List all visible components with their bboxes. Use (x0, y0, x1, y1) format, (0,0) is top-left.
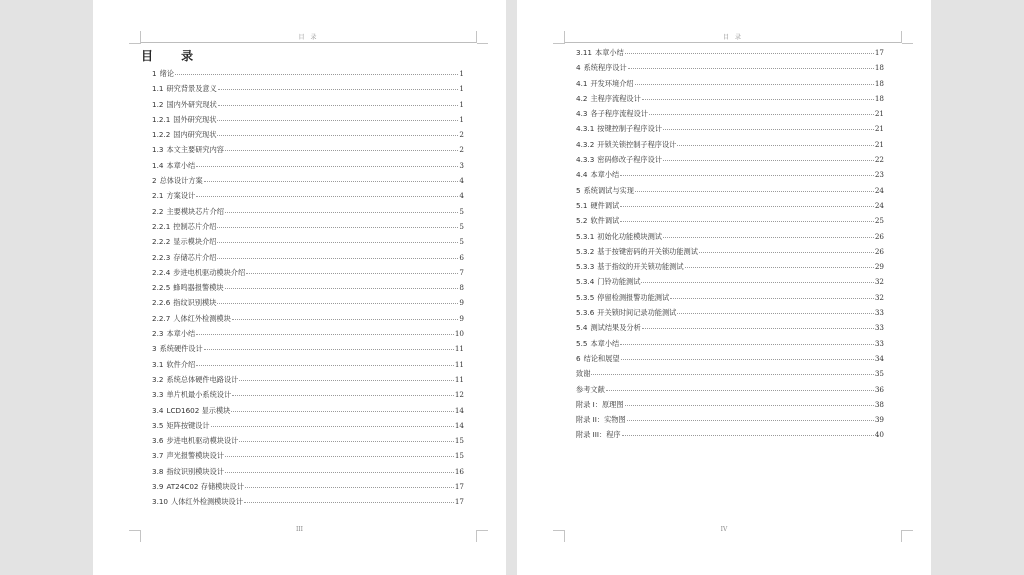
toc-entry-page: 26 (874, 231, 884, 241)
toc-entry-number: 2.2.4 (152, 267, 171, 277)
toc-entry-page: 17 (454, 482, 464, 492)
toc-entry-number: 5.4 (576, 323, 588, 333)
toc-list (152, 69, 464, 513)
dot-leader (677, 313, 873, 314)
toc-entry[interactable] (576, 140, 884, 155)
toc-entry-title: 初始化功能模块测试 (597, 231, 662, 241)
toc-entry-page: 4 (459, 176, 464, 186)
toc-entry-number: 5.5 (576, 338, 588, 348)
toc-entry-title: 矩阵按键设计 (166, 420, 210, 430)
toc-entry-page: 34 (874, 353, 884, 363)
toc-title: 目 录 (141, 49, 206, 63)
toc-entry-page: 2 (459, 145, 464, 155)
toc-entry[interactable] (152, 360, 464, 375)
toc-entry[interactable] (152, 406, 464, 421)
toc-entry-title: 指纹识别模块设计 (166, 466, 224, 476)
toc-entry-title: 存储芯片介绍 (173, 252, 217, 262)
toc-entry-page: 32 (874, 292, 884, 302)
toc-entry-title: 各子程序流程设计 (590, 109, 648, 119)
dot-leader (677, 145, 873, 146)
dot-leader (649, 114, 874, 115)
document-page-3 (93, 0, 506, 575)
toc-entry-number: 4.1 (576, 78, 588, 88)
dot-leader (620, 206, 874, 207)
dot-leader (225, 456, 454, 457)
toc-entry-page: 1 (459, 84, 464, 94)
toc-entry-title: 致谢 (576, 369, 591, 379)
toc-entry[interactable] (576, 430, 884, 445)
header-rule (564, 42, 902, 43)
crop-mark-bottom-left (129, 530, 140, 531)
toc-entry-number: 2.1 (152, 191, 164, 201)
toc-entry-title: 测试结果及分析 (590, 323, 641, 333)
toc-list (576, 48, 884, 446)
toc-entry-number: 2.2.3 (152, 252, 171, 262)
toc-entry[interactable] (576, 354, 884, 369)
crop-mark-bottom-right (477, 530, 488, 531)
toc-entry-number: 1.2.2 (152, 130, 171, 140)
toc-entry-number: 5.3.1 (576, 231, 595, 241)
toc-entry-title: 显示模块介绍 (173, 237, 217, 247)
toc-entry-page: 9 (459, 313, 464, 323)
toc-entry-title: 指纹识别模块 (173, 298, 217, 308)
toc-entry-number: 3.2 (152, 374, 164, 384)
dot-leader (217, 303, 458, 304)
toc-entry-page: 22 (874, 155, 884, 165)
toc-entry[interactable] (152, 115, 464, 130)
toc-entry-title: 门铃功能测试 (597, 277, 641, 287)
toc-entry-number: 3.6 (152, 436, 164, 446)
toc-entry[interactable] (152, 344, 464, 359)
dot-leader (232, 395, 454, 396)
dot-leader (175, 74, 458, 75)
page-number: III (295, 526, 304, 533)
toc-entry[interactable] (576, 79, 884, 94)
toc-entry[interactable] (576, 415, 884, 430)
toc-entry-page: 23 (874, 170, 884, 180)
toc-entry-page: 26 (874, 246, 884, 256)
toc-entry[interactable] (152, 497, 464, 512)
dot-leader (663, 237, 874, 238)
dot-leader (627, 420, 874, 421)
toc-entry-page: 14 (454, 405, 464, 415)
crop-mark-bottom-right (902, 530, 913, 531)
dot-leader (225, 288, 459, 289)
toc-entry[interactable] (576, 201, 884, 216)
toc-entry[interactable] (576, 155, 884, 170)
dot-leader (239, 441, 454, 442)
toc-entry-number: 1.3 (152, 145, 164, 155)
toc-entry-number: 3.7 (152, 451, 164, 461)
toc-entry-page: 18 (874, 63, 884, 73)
toc-entry[interactable] (576, 109, 884, 124)
toc-entry-page: 21 (874, 124, 884, 134)
toc-entry[interactable] (576, 186, 884, 201)
dot-leader (225, 150, 458, 151)
document-page-4 (517, 0, 931, 575)
toc-entry-page: 32 (874, 277, 884, 287)
toc-entry[interactable] (152, 253, 464, 268)
toc-entry[interactable] (576, 216, 884, 231)
toc-entry-number: 5.3.2 (576, 246, 595, 256)
crop-mark-bottom-left (564, 530, 565, 542)
crop-mark-top-left (129, 43, 140, 44)
toc-entry-page: 29 (874, 262, 884, 272)
toc-entry-title: 本章小结 (595, 48, 624, 57)
toc-entry-title: 软件介绍 (166, 359, 196, 369)
toc-entry-title: 本章小结 (166, 329, 196, 339)
toc-entry[interactable] (152, 467, 464, 482)
toc-entry-number: 2.3 (152, 329, 164, 339)
dot-leader (218, 105, 459, 106)
toc-entry-page: 40 (874, 430, 884, 440)
toc-entry-page: 16 (454, 466, 464, 476)
toc-entry-title: 国内外研究现状 (166, 99, 217, 109)
toc-entry-number: 4.3 (576, 109, 588, 119)
toc-entry[interactable] (152, 436, 464, 451)
toc-entry-title: 硬件调试 (590, 200, 620, 210)
toc-entry[interactable] (576, 247, 884, 262)
toc-entry-number: 5.3.6 (576, 308, 595, 318)
toc-entry-title: 声光报警模块设计 (166, 451, 224, 461)
dot-leader (246, 273, 458, 274)
dot-leader (663, 160, 874, 161)
dot-leader (245, 487, 454, 488)
toc-entry[interactable] (152, 84, 464, 99)
toc-entry[interactable] (152, 482, 464, 497)
toc-entry-number: 1.2 (152, 99, 164, 109)
toc-entry[interactable] (152, 130, 464, 145)
toc-entry[interactable] (576, 339, 884, 354)
toc-entry-title: 控制芯片介绍 (173, 221, 217, 231)
toc-entry-number: 5.3.4 (576, 277, 595, 287)
dot-leader (204, 349, 454, 350)
toc-entry-number: 6 (576, 353, 581, 363)
toc-entry-title: 主程序流程设计 (590, 93, 641, 103)
toc-entry[interactable] (576, 170, 884, 185)
toc-entry-number: 1.4 (152, 160, 164, 170)
toc-entry[interactable] (152, 191, 464, 206)
toc-entry[interactable] (576, 48, 884, 63)
dot-leader (196, 365, 454, 366)
toc-entry-title: 国内研究现状 (173, 130, 217, 140)
dot-leader (635, 191, 874, 192)
toc-entry-page: 2 (459, 130, 464, 140)
dot-leader (217, 120, 458, 121)
toc-entry[interactable] (152, 451, 464, 466)
toc-entry-title: 总体设计方案 (159, 176, 203, 186)
dot-leader (225, 472, 454, 473)
dot-leader (217, 135, 458, 136)
dot-leader (625, 53, 874, 54)
toc-entry-title: 开发环境介绍 (590, 78, 634, 88)
toc-entry[interactable] (576, 400, 884, 415)
toc-entry-title: 按键控制子程序设计 (597, 124, 662, 134)
toc-entry-page: 1 (459, 69, 464, 78)
toc-entry[interactable] (152, 298, 464, 313)
toc-entry[interactable] (152, 268, 464, 283)
toc-entry-title: AT24C02 存储模块设计 (166, 482, 244, 492)
toc-entry-page: 7 (459, 267, 464, 277)
toc-entry-page: 5 (459, 221, 464, 231)
toc-entry-title: 附录 II：实物图 (576, 415, 626, 425)
toc-entry-number: 3.4 (152, 405, 164, 415)
toc-entry[interactable] (152, 390, 464, 405)
crop-mark-top-right (477, 43, 488, 44)
dot-leader (685, 267, 874, 268)
toc-entry[interactable] (152, 421, 464, 436)
toc-entry-number: 3.8 (152, 466, 164, 476)
toc-entry-page: 10 (454, 329, 464, 339)
toc-entry[interactable] (152, 314, 464, 329)
toc-entry-page: 4 (459, 191, 464, 201)
toc-entry-number: 1.2.1 (152, 114, 171, 124)
toc-entry-title: 系统总体硬件电路设计 (166, 374, 239, 384)
toc-entry-number: 3.9 (152, 482, 164, 492)
toc-entry[interactable] (576, 385, 884, 400)
toc-entry-page: 38 (874, 399, 884, 409)
crop-mark-top-left (140, 31, 141, 44)
toc-entry-page: 12 (454, 390, 464, 400)
toc-entry-page: 24 (874, 185, 884, 195)
toc-entry-page: 15 (454, 436, 464, 446)
toc-entry[interactable] (152, 237, 464, 252)
toc-entry[interactable] (576, 262, 884, 277)
toc-entry-page: 21 (874, 109, 884, 119)
dot-leader (670, 298, 874, 299)
dot-leader (196, 196, 458, 197)
toc-entry[interactable] (152, 329, 464, 344)
toc-entry[interactable] (152, 69, 464, 84)
dot-leader (217, 242, 458, 243)
toc-entry-title: 本章小结 (590, 170, 620, 180)
dot-leader (642, 99, 874, 100)
toc-entry[interactable] (152, 145, 464, 160)
toc-entry[interactable] (576, 277, 884, 292)
toc-entry-title: 密码修改子程序设计 (597, 155, 662, 165)
crop-mark-top-left (564, 31, 565, 44)
toc-entry-page: 3 (459, 160, 464, 170)
toc-entry-number: 4.3.1 (576, 124, 595, 134)
toc-entry[interactable] (576, 94, 884, 109)
toc-entry-page: 33 (874, 323, 884, 333)
toc-entry-page: 15 (454, 451, 464, 461)
toc-entry-number: 5 (576, 185, 581, 195)
toc-entry-number: 5.2 (576, 216, 588, 226)
dot-leader (622, 435, 874, 436)
toc-entry-page: 39 (874, 415, 884, 425)
toc-entry[interactable] (576, 63, 884, 78)
toc-entry-title: 单片机最小系统设计 (166, 390, 232, 400)
toc-entry-title: 参考文献 (576, 384, 605, 394)
toc-entry-title: 附录 I：原理图 (576, 399, 624, 409)
page-header: 目 录 (298, 34, 319, 41)
toc-entry-page: 5 (459, 206, 464, 216)
toc-entry-number: 2 (152, 176, 157, 186)
toc-entry-page: 33 (874, 308, 884, 318)
toc-entry[interactable] (576, 323, 884, 338)
toc-entry[interactable] (576, 369, 884, 384)
toc-entry-page: 11 (454, 359, 464, 369)
toc-entry-title: 本文主要研究内容 (166, 145, 224, 155)
toc-entry-title: 步进电机驱动模块设计 (166, 436, 239, 446)
toc-entry-number: 2.2.5 (152, 283, 171, 293)
dot-leader (699, 252, 874, 253)
toc-entry-number: 2.2.7 (152, 313, 171, 323)
dot-leader (591, 374, 873, 375)
toc-entry-page: 21 (874, 139, 884, 149)
toc-entry-number: 3.10 (152, 497, 169, 507)
toc-entry-number: 5.1 (576, 200, 588, 210)
toc-entry-page: 35 (874, 369, 884, 379)
dot-leader (217, 227, 458, 228)
toc-entry-number: 2.2.1 (152, 221, 171, 231)
toc-entry[interactable] (152, 161, 464, 176)
toc-entry-title: 蜂鸣器报警模块 (173, 283, 224, 293)
toc-entry-page: 36 (874, 384, 884, 394)
dot-leader (196, 166, 458, 167)
toc-entry-number: 2.2 (152, 206, 164, 216)
toc-entry-page: 25 (874, 216, 884, 226)
crop-mark-top-right (476, 31, 477, 43)
toc-entry-title: 国外研究现状 (173, 114, 217, 124)
dot-leader (621, 359, 874, 360)
toc-entry-title: 基于按键密码的开关锁功能测试 (597, 246, 698, 256)
toc-entry-page: 5 (459, 237, 464, 247)
toc-entry-page: 17 (874, 48, 884, 57)
dot-leader (641, 282, 873, 283)
dot-leader (635, 84, 874, 85)
toc-entry-title: 系统调试与实现 (583, 185, 634, 195)
toc-entry-number: 3.5 (152, 420, 164, 430)
toc-entry-title: 研究背景及意义 (166, 84, 217, 94)
toc-entry-number: 4.3.2 (576, 139, 595, 149)
toc-entry-number: 4.3.3 (576, 155, 595, 165)
crop-mark-bottom-right (476, 530, 477, 542)
toc-entry-page: 6 (459, 252, 464, 262)
toc-entry-number: 2.2.6 (152, 298, 171, 308)
dot-leader (663, 129, 874, 130)
dot-leader (196, 334, 454, 335)
toc-entry-page: 11 (454, 374, 464, 384)
toc-entry-title: 系统程序设计 (583, 63, 627, 73)
toc-entry-number: 4.2 (576, 93, 588, 103)
toc-entry-title: 绪论 (159, 69, 174, 78)
toc-entry-page: 1 (459, 114, 464, 124)
toc-entry-title: 开锁关锁控制子程序设计 (597, 139, 677, 149)
dot-leader (218, 89, 459, 90)
toc-entry[interactable] (152, 222, 464, 237)
toc-entry-page: 18 (874, 78, 884, 88)
dot-leader (628, 68, 874, 69)
toc-entry-title: 人体红外检测模块设计 (171, 497, 243, 507)
toc-entry-title: 附录 III：程序 (576, 430, 621, 440)
crop-mark-top-right (901, 31, 902, 43)
toc-entry-number: 5.3.3 (576, 262, 595, 272)
toc-entry-number: 3.11 (576, 48, 593, 57)
toc-entry-page: 33 (874, 338, 884, 348)
toc-entry-page: 24 (874, 200, 884, 210)
dot-leader (625, 405, 874, 406)
toc-entry[interactable] (576, 124, 884, 139)
toc-entry[interactable] (576, 308, 884, 323)
dot-leader (211, 426, 454, 427)
toc-entry-title: LCD1602 显示模块 (166, 405, 231, 415)
toc-entry[interactable] (152, 375, 464, 390)
crop-mark-bottom-right (901, 530, 902, 542)
toc-entry[interactable] (152, 207, 464, 222)
toc-entry-title: 方案设计 (166, 191, 196, 201)
toc-entry-number: 3 (152, 344, 157, 354)
dot-leader (642, 328, 874, 329)
toc-entry[interactable] (152, 176, 464, 191)
toc-entry-title: 停留检测报警功能测试 (597, 292, 670, 302)
toc-entry[interactable] (152, 283, 464, 298)
toc-entry-number: 1 (152, 69, 157, 78)
toc-entry-number: 1.1 (152, 84, 164, 94)
toc-entry-title: 本章小结 (166, 160, 196, 170)
dot-leader (620, 221, 874, 222)
toc-entry-page: 17 (454, 497, 464, 507)
toc-entry-title: 结论和展望 (583, 353, 620, 363)
toc-entry-page: 14 (454, 420, 464, 430)
toc-entry-number: 5.3.5 (576, 292, 595, 302)
toc-entry-title: 系统硬件设计 (159, 344, 203, 354)
header-rule (140, 42, 477, 43)
toc-entry-page: 11 (454, 344, 464, 354)
dot-leader (239, 380, 454, 381)
toc-entry-page: 18 (874, 93, 884, 103)
toc-entry-number: 3.3 (152, 390, 164, 400)
crop-mark-top-left (553, 43, 564, 44)
toc-entry-title: 主要模块芯片介绍 (166, 206, 224, 216)
dot-leader (217, 258, 458, 259)
toc-entry[interactable] (576, 293, 884, 308)
toc-entry-page: 1 (459, 99, 464, 109)
toc-entry-title: 人体红外检测模块 (173, 313, 231, 323)
toc-entry-number: 3.1 (152, 359, 164, 369)
toc-entry[interactable] (152, 100, 464, 115)
dot-leader (244, 502, 454, 503)
toc-entry-title: 基于指纹的开关锁功能测试 (597, 262, 684, 272)
toc-entry[interactable] (576, 232, 884, 247)
dot-leader (232, 319, 459, 320)
toc-entry-title: 步进电机驱动模块介绍 (173, 267, 246, 277)
toc-entry-page: 9 (459, 298, 464, 308)
toc-entry-number: 4.4 (576, 170, 588, 180)
dot-leader (225, 212, 458, 213)
dot-leader (620, 344, 874, 345)
toc-entry-title: 开关锁时间记录功能测试 (597, 308, 677, 318)
dot-leader (620, 175, 874, 176)
crop-mark-bottom-left (553, 530, 564, 531)
toc-entry-title: 软件调试 (590, 216, 620, 226)
toc-entry-number: 4 (576, 63, 581, 73)
dot-leader (204, 181, 459, 182)
toc-entry-number: 2.2.2 (152, 237, 171, 247)
page-header: 目 录 (723, 34, 743, 41)
page-number: IV (720, 526, 728, 533)
crop-mark-bottom-left (140, 530, 141, 542)
dot-leader (606, 390, 874, 391)
crop-mark-top-right (902, 43, 913, 44)
toc-entry-page: 8 (459, 283, 464, 293)
dot-leader (231, 411, 454, 412)
toc-entry-title: 本章小结 (590, 338, 620, 348)
